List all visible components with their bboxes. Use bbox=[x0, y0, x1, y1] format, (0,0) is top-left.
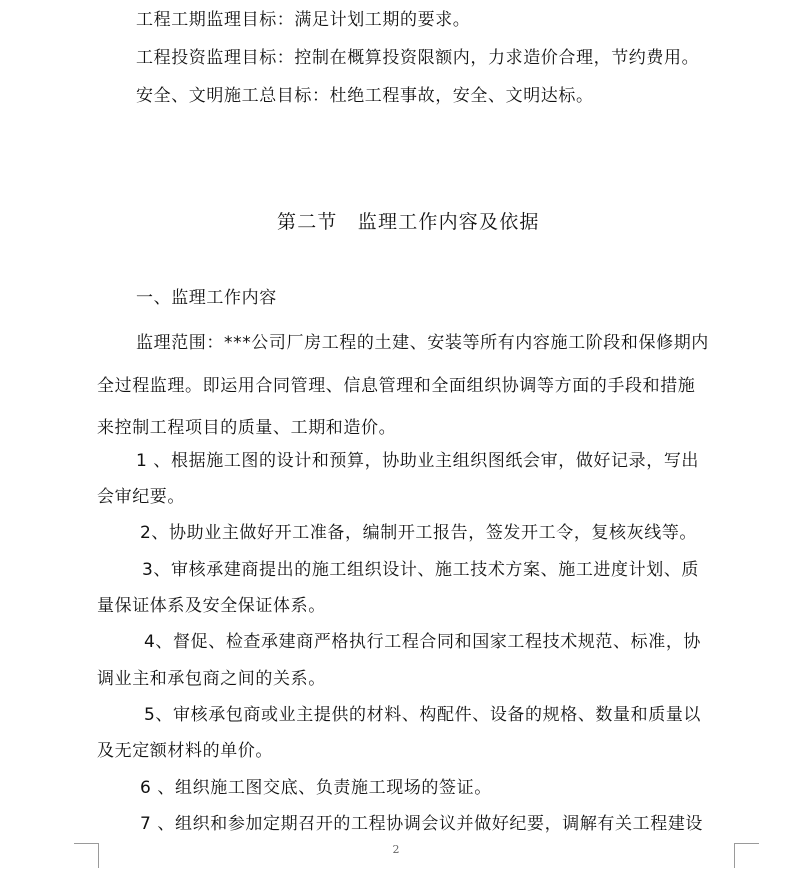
list-item-4-line-1: 4、督促、检查承建商严格执行工程合同和国家工程技术规范、标准，协 bbox=[144, 632, 702, 652]
scope-line-3: 来控制工程项目的质量、工期和造价。 bbox=[97, 418, 397, 438]
list-item-5-line-1: 5、审核承包商或业主提供的材料、构配件、设备的规格、数量和质量以 bbox=[144, 705, 702, 725]
scope-line-2: 全过程监理。即运用合同管理、信息管理和全面组织协调等方面的手段和措施 bbox=[97, 376, 696, 396]
objective-investment: 工程投资监理目标：控制在概算投资限额内，力求造价合理，节约费用。 bbox=[136, 48, 700, 68]
section-title: 第二节 监理工作内容及依据 bbox=[277, 211, 540, 233]
list-item-6: 6 、组织施工图交底、负责施工现场的签证。 bbox=[140, 778, 492, 798]
objective-schedule: 工程工期监理目标：满足计划工期的要求。 bbox=[136, 10, 471, 30]
list-item-3-line-1: 3、审核承建商提出的施工组织设计、施工技术方案、施工进度计划、质 bbox=[142, 560, 700, 580]
list-item-7-line-1: 7 、组织和参加定期召开的工程协调会议并做好纪要，调解有关工程建设 bbox=[140, 814, 704, 834]
list-item-1-line-2: 会审纪要。 bbox=[97, 487, 185, 507]
subsection-title: 一、监理工作内容 bbox=[136, 288, 277, 308]
page-number: 2 bbox=[392, 843, 400, 856]
scope-line-1: 监理范围：***公司厂房工程的土建、安装等所有内容施工阶段和保修期内 bbox=[136, 333, 709, 353]
list-item-3-line-2: 量保证体系及安全保证体系。 bbox=[97, 596, 326, 616]
objective-safety: 安全、文明施工总目标：杜绝工程事故，安全、文明达标。 bbox=[136, 86, 594, 106]
list-item-2: 2、协助业主做好开工准备，编制开工报告，签发开工令，复核灰线等。 bbox=[140, 523, 698, 543]
list-item-4-line-2: 调业主和承包商之间的关系。 bbox=[97, 669, 326, 689]
list-item-1-line-1: 1 、根据施工图的设计和预算，协助业主组织图纸会审，做好记录，写出 bbox=[136, 451, 700, 471]
list-item-5-line-2: 及无定额材料的单价。 bbox=[97, 741, 273, 761]
